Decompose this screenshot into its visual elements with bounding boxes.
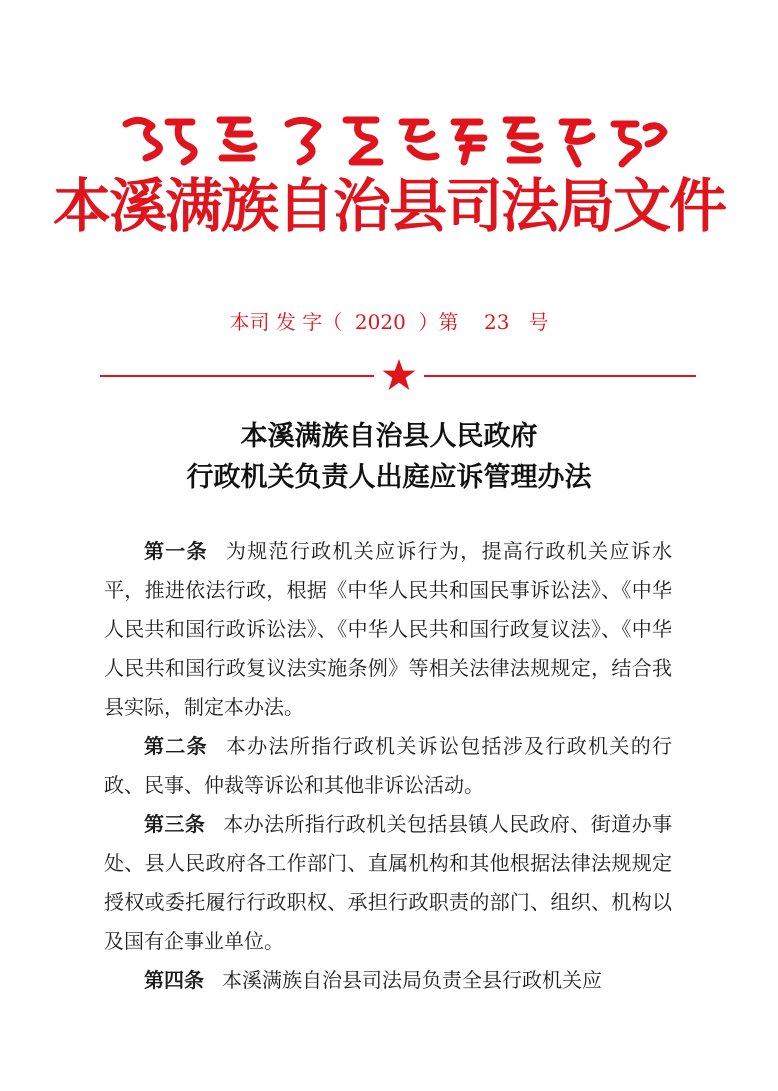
document-body (104, 532, 672, 1000)
article-text: 为规范行政机关应诉行为，提高行政机关应诉水平，推进依法行政，根据《中华人民共和国民事诉讼法》、《中华人民共和国行政诉讼法》、《中华人民共和国行政复议法》、《中华人民共和国行政复议法实施条例》等相关法律法规规定，结合我县实际，制定本办法。 (104, 539, 673, 719)
article-label: 第四条 (144, 968, 204, 992)
star-icon (381, 358, 417, 392)
article-label: 第二条 (144, 734, 208, 758)
article-text: 本办法所指行政机关包括县镇人民政府、街道办事处、县人民政府各工作部门、直属机构和其他根据法律法规规定授权或委托履行行政职权、承担行政职责的部门、组织、机构以及国有企事业单位。 (104, 812, 672, 953)
document-title-line-2: 行政机关负责人出庭应诉管理办法 (186, 462, 592, 493)
document-title-line-1: 本溪满族自治县人民政府 (240, 421, 538, 452)
article-paragraph (104, 961, 672, 1000)
issuer-header-title: 本溪满族自治县司法局文件 (52, 172, 725, 240)
article-paragraph (104, 805, 672, 961)
header-divider-left (100, 375, 374, 377)
article-text: 本办法所指行政机关诉讼包括涉及行政机关的行政、民事、仲裁等诉讼和其他非诉讼活动。 (104, 734, 673, 797)
article-text: 本溪满族自治县司法局负责全县行政机关应 (222, 968, 602, 992)
article-label: 第三条 (144, 812, 206, 836)
header-divider-right (424, 375, 696, 377)
document-number: 本司 发 字（ 2020 ）第 23 号 (229, 310, 549, 334)
article-label: 第一条 (144, 539, 208, 563)
article-paragraph (104, 532, 672, 727)
manchu-script-logo (118, 112, 668, 168)
article-paragraph (104, 727, 672, 805)
